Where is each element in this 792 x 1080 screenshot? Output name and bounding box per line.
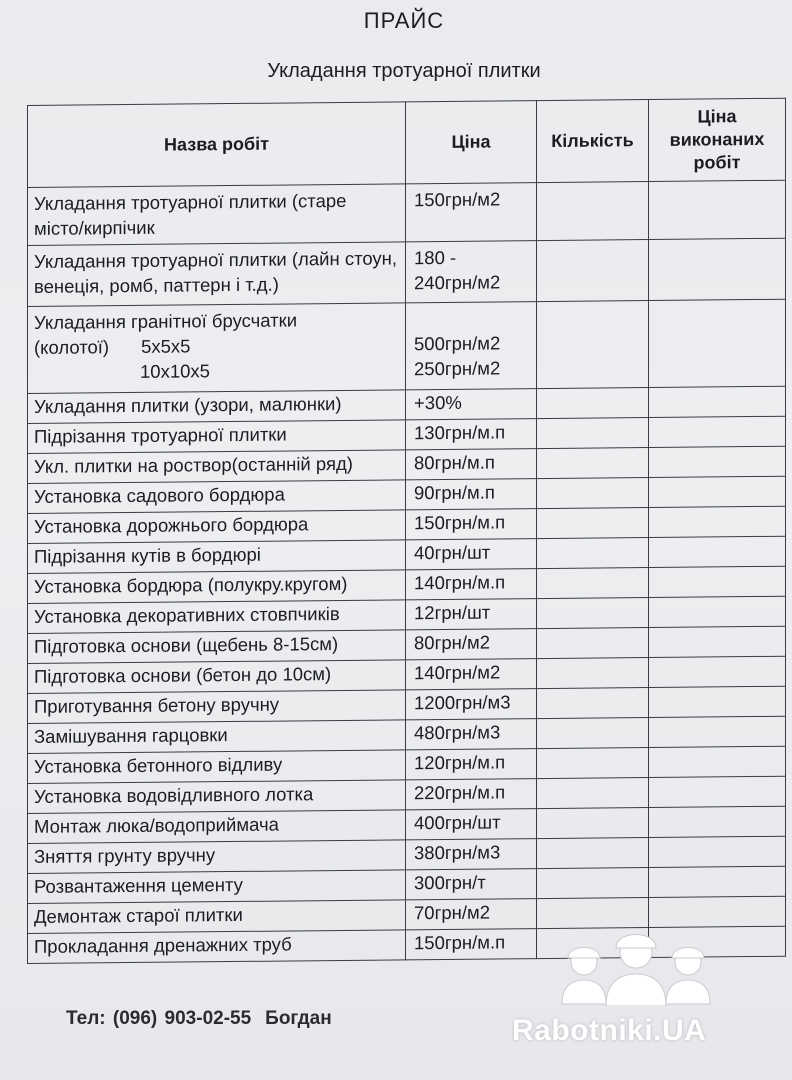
total-cell <box>649 596 786 627</box>
total-cell <box>649 686 786 717</box>
total-cell <box>649 746 786 777</box>
quantity-cell <box>537 718 649 749</box>
contact-phone: Тел: (096) 903-02-55 <box>66 1008 252 1029</box>
quantity-cell <box>537 778 649 809</box>
work-name-cell: Підготовка основи (щебень 8-15см) <box>28 630 406 664</box>
work-name-line <box>34 356 399 385</box>
work-name-size: 5х5х5 <box>141 335 191 357</box>
price-table <box>27 98 786 964</box>
total-cell <box>649 299 786 387</box>
price-cell: 380грн/м3 <box>406 839 537 870</box>
work-name-cell: Монтаж люка/водоприймача <box>28 810 406 844</box>
price-cell: 1200грн/м3 <box>406 689 537 720</box>
price-cell: 220грн/м.п <box>406 779 537 810</box>
price-cell: 150грн/м.п <box>406 509 537 540</box>
work-name-cell: Установка дорожнього бордюра <box>28 510 406 544</box>
work-name-cell: Укладання плитки (узори, малюнки) <box>28 390 406 424</box>
table-header-row <box>28 98 786 187</box>
price-cell: 12грн/шт <box>406 599 537 630</box>
quantity-cell <box>537 658 649 689</box>
three-workers-helmet-icon <box>556 928 716 1006</box>
price-line: 500грн/м2 <box>414 332 501 355</box>
work-name-size: 10х10х5 <box>140 360 210 382</box>
quantity-cell <box>537 538 649 569</box>
work-name-cell: Установка водовідливного лотка <box>28 780 406 814</box>
total-cell <box>649 776 786 807</box>
quantity-cell <box>537 898 649 929</box>
column-header-total: Ціна виконаних робіт <box>649 98 786 181</box>
price-cell: 180 - 240грн/м2 <box>406 241 537 303</box>
price-cell: 480грн/м3 <box>406 719 537 750</box>
work-name-cell: Демонтаж старої плитки <box>28 900 406 934</box>
quantity-cell <box>537 808 649 839</box>
total-cell <box>649 896 786 927</box>
work-name-cell: Підготовка основи (бетон до 10см) <box>28 660 406 694</box>
total-cell <box>649 536 786 567</box>
price-cell: 70грн/м2 <box>406 899 537 930</box>
work-name-cell: Приготування бетону вручну <box>28 690 406 724</box>
work-name-cell <box>28 303 406 394</box>
total-cell <box>649 806 786 837</box>
column-header-price: Ціна <box>406 101 537 184</box>
price-subtitle: Укладання тротуарної плитки <box>267 60 541 82</box>
work-name-line: Укладання гранітної брусчатки <box>34 309 298 333</box>
work-name-cell: Установка декоративних стовпчиків <box>28 600 406 634</box>
quantity-cell <box>537 568 649 599</box>
quantity-cell <box>537 628 649 659</box>
quantity-cell <box>537 478 649 509</box>
quantity-cell <box>537 388 649 419</box>
table-row <box>28 299 786 393</box>
quantity-cell <box>537 688 649 719</box>
total-cell <box>649 656 786 687</box>
contact-footer <box>66 1008 332 1030</box>
price-cell: 140грн/м2 <box>406 659 537 690</box>
table-row <box>28 180 786 245</box>
work-name-cell: Укл. плитки на роствор(останній ряд) <box>28 450 406 484</box>
total-cell <box>649 866 786 897</box>
total-cell <box>649 566 786 597</box>
work-name-cell: Установка бордюра (полукру.кругом) <box>28 570 406 604</box>
total-cell <box>649 238 786 300</box>
price-line: 250грн/м2 <box>414 357 501 380</box>
price-cell: 140грн/м.п <box>406 569 537 600</box>
price-cell: 130грн/м.п <box>406 419 537 450</box>
quantity-cell <box>537 868 649 899</box>
price-cell: 40грн/шт <box>406 539 537 570</box>
work-name-cell: Підрізання кутів в бордюрі <box>28 540 406 574</box>
price-cell: 150грн/м.п <box>406 929 537 960</box>
total-cell <box>649 836 786 867</box>
work-name-cell: Розвантаження цементу <box>28 870 406 904</box>
quantity-cell <box>537 838 649 869</box>
work-name-cell: Установка садового бордюра <box>28 480 406 514</box>
total-cell <box>649 416 786 447</box>
quantity-cell <box>537 508 649 539</box>
total-cell <box>649 506 786 537</box>
work-name-part: (колотої) <box>34 336 110 358</box>
work-name-cell: Підрізання тротуарної плитки <box>28 420 406 454</box>
work-name-cell: Укладання тротуарної плитки (лайн стоун, венеція, ромб, паттерн і т.д.) <box>28 242 406 307</box>
quantity-cell <box>537 418 649 449</box>
work-name-cell: Укладання тротуарної плитки (старе місто/кирпічик <box>28 184 406 246</box>
column-header-work-name: Назва робіт <box>28 102 406 188</box>
watermark-text: Rabotniki.UA <box>512 1014 707 1047</box>
work-name-cell: Замішування гарцовки <box>28 720 406 754</box>
quantity-cell <box>537 748 649 779</box>
work-name-cell: Зняття грунту вручну <box>28 840 406 874</box>
price-cell: 400грн/шт <box>406 809 537 840</box>
price-cell <box>406 302 537 390</box>
price-cell: +30% <box>406 389 537 420</box>
price-cell: 300грн/т <box>406 869 537 900</box>
total-cell <box>649 716 786 747</box>
work-name-line <box>34 331 399 360</box>
total-cell <box>649 386 786 417</box>
quantity-cell <box>537 240 649 302</box>
quantity-cell <box>537 598 649 629</box>
price-title: ПРАЙС <box>363 8 445 33</box>
contact-name: Богдан <box>265 1008 332 1029</box>
price-cell: 80грн/м.п <box>406 449 537 480</box>
work-name-cell: Установка бетонного відливу <box>28 750 406 784</box>
price-cell: 80грн/м2 <box>406 629 537 660</box>
price-cell: 150грн/м2 <box>406 183 537 242</box>
column-header-quantity: Кількість <box>537 100 649 183</box>
table-row <box>28 238 786 306</box>
work-name-cell: Прокладання дренажних труб <box>28 930 406 964</box>
total-cell <box>649 180 786 239</box>
price-cell: 90грн/м.п <box>406 479 537 510</box>
total-cell <box>649 476 786 507</box>
quantity-cell <box>537 301 649 389</box>
total-cell <box>649 626 786 657</box>
quantity-cell <box>537 448 649 479</box>
price-cell: 120грн/м.п <box>406 749 537 780</box>
quantity-cell <box>537 182 649 241</box>
total-cell <box>649 446 786 477</box>
